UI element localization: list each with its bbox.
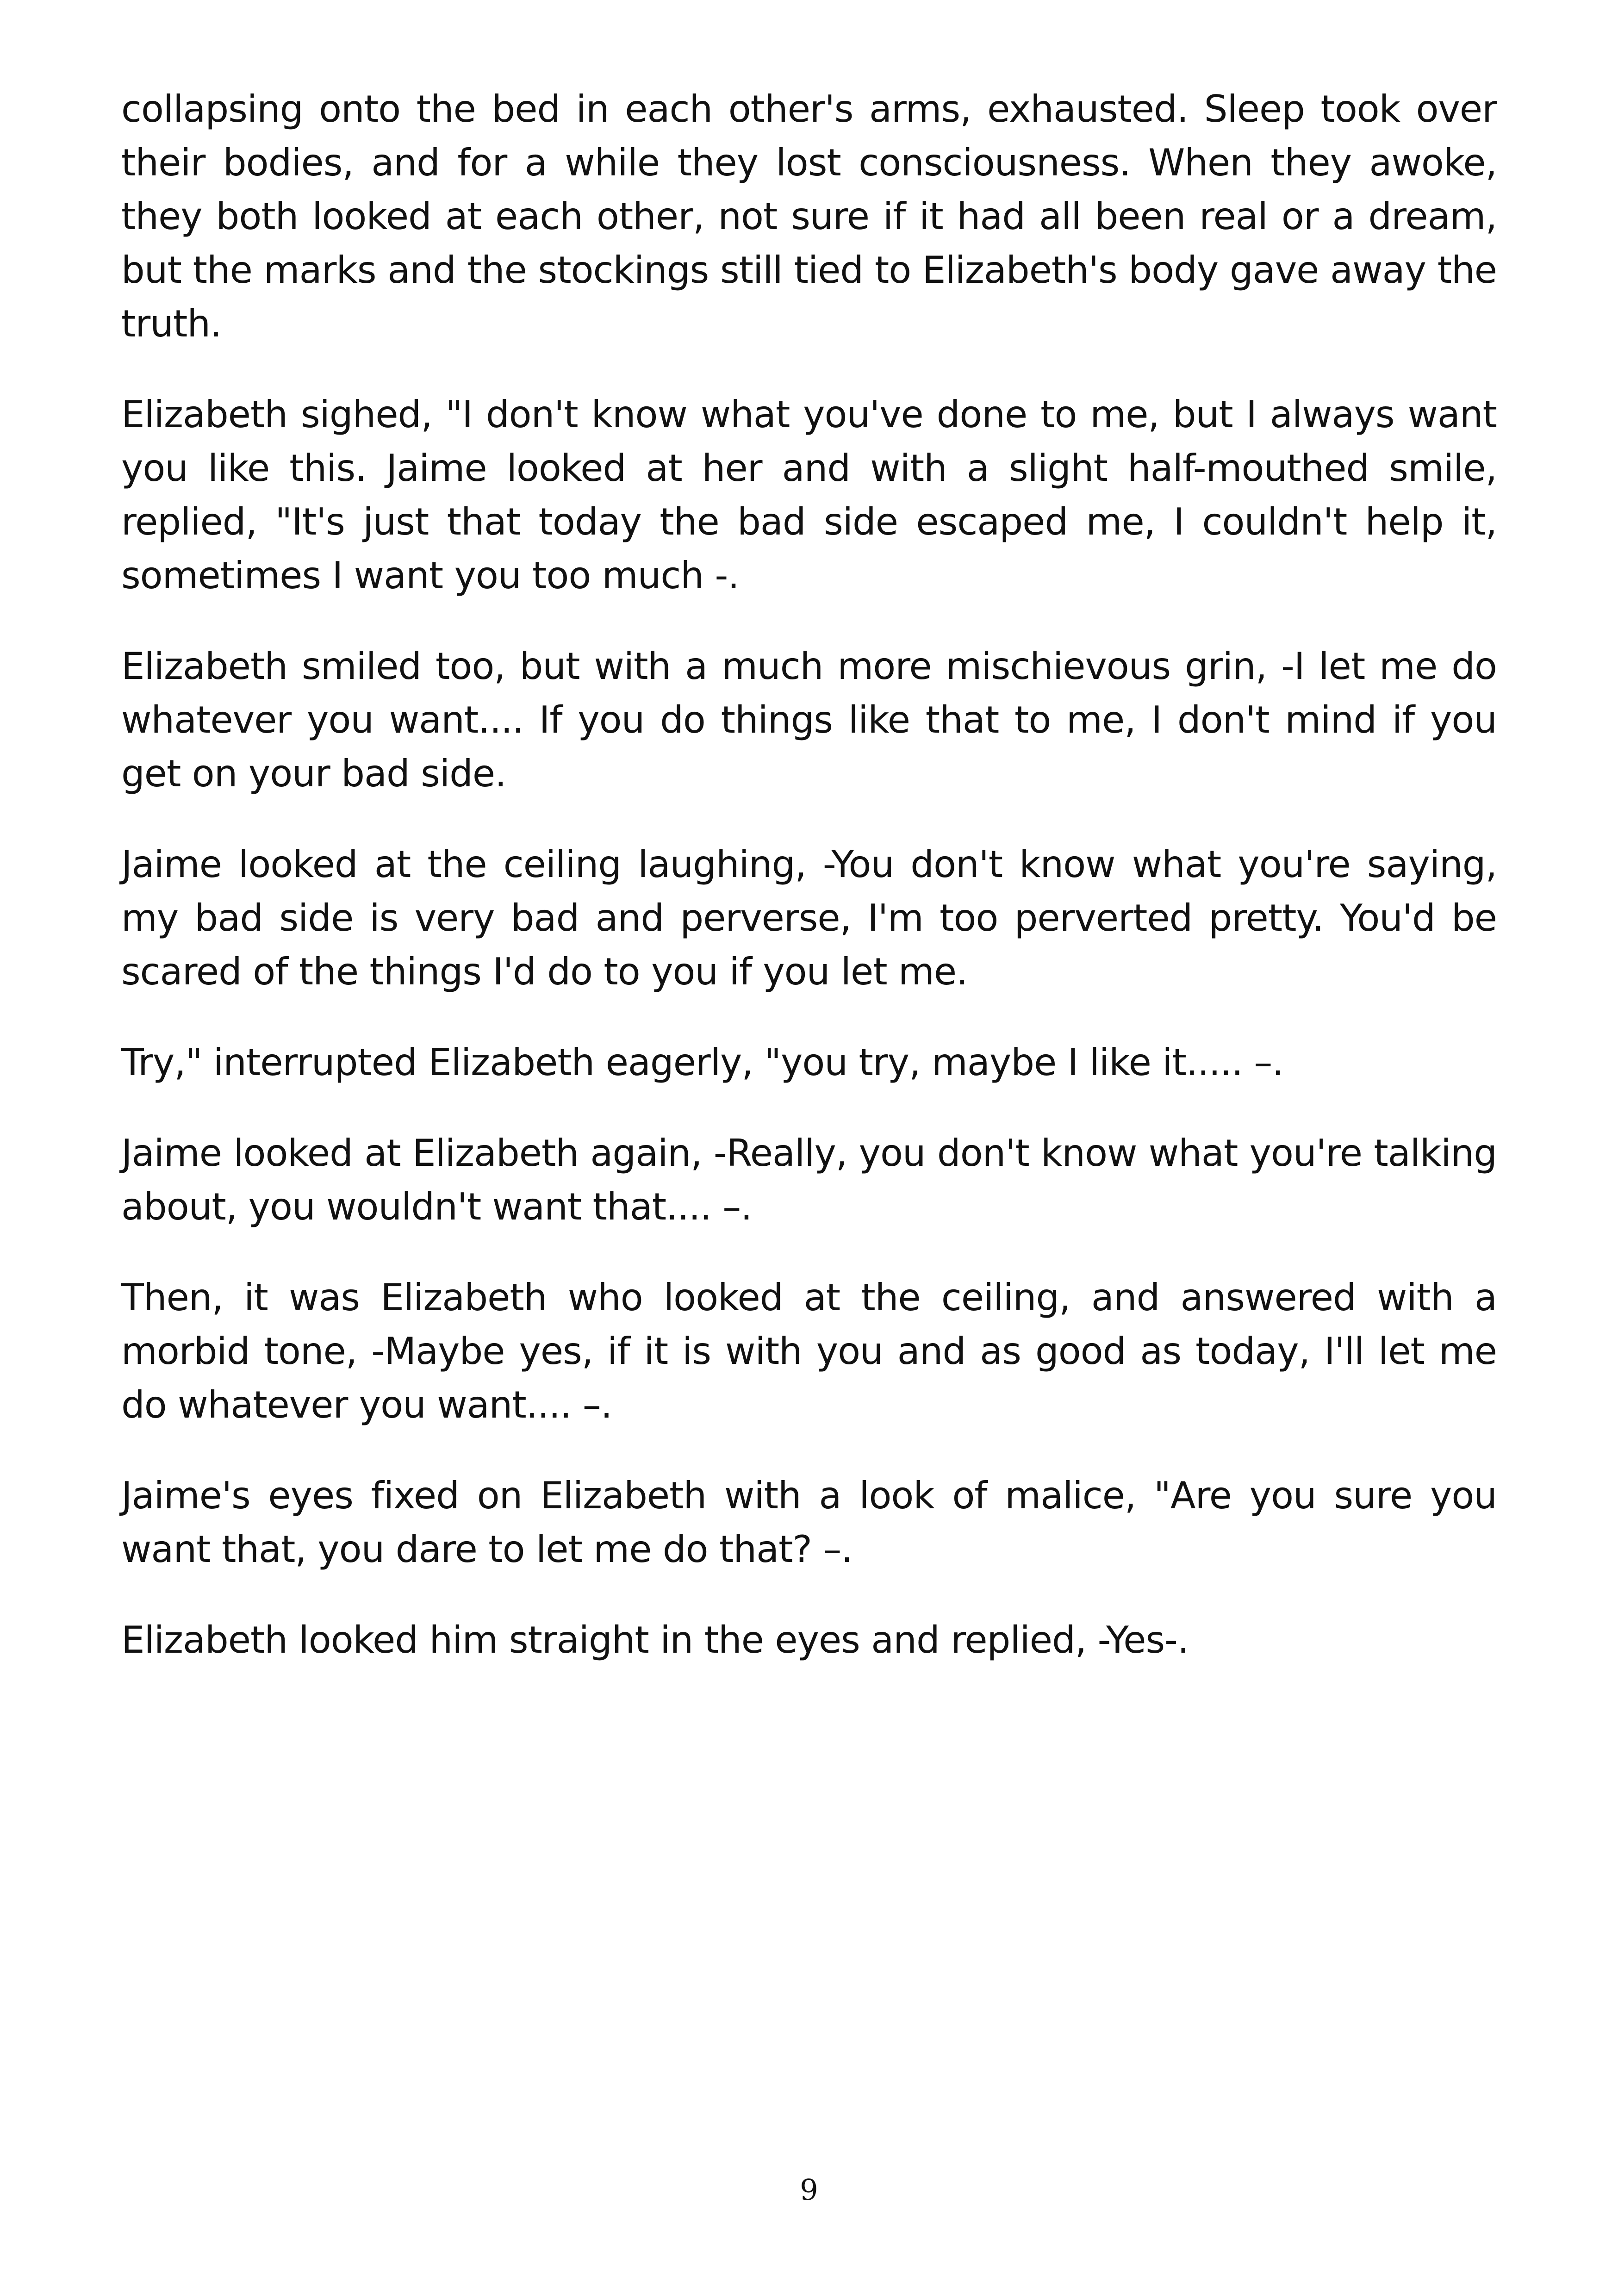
text-body xyxy=(121,82,1497,1704)
paragraph-7: Then, it was Elizabeth who looked at the ceiling, and answered with a morbid tone, -Maybe yes, if it is with you and as good as today, I'll let me do whatever you want.... –. xyxy=(121,1276,1497,1426)
paragraph-2: Elizabeth sighed, "I don't know what you've done to me, but I always want you like this. Jaime looked at her and with a slight half-mouthed smile, replied, "It's just that today the bad side escaped me, I couldn't help it, sometimes I want you too much -. xyxy=(121,393,1497,597)
paragraph-9: Elizabeth looked him straight in the eyes and replied, -Yes-. xyxy=(121,1618,1189,1661)
paragraph-6: Jaime looked at Elizabeth again, -Really, you don't know what you're talking about, you wouldn't want that.... –. xyxy=(121,1132,1497,1228)
paragraph-5: Try," interrupted Elizabeth eagerly, "you try, maybe I like it..... –. xyxy=(121,1041,1283,1084)
paragraph-8: Jaime's eyes fixed on Elizabeth with a look of malice, "Are you sure you want that, you dare to let me do that? –. xyxy=(121,1474,1497,1571)
page-number: 9 xyxy=(800,2173,818,2207)
paragraph-4: Jaime looked at the ceiling laughing, -You don't know what you're saying, my bad side is very bad and perverse, I'm too perverted pretty. You'd be scared of the things I'd do to you if you let me. xyxy=(121,843,1497,993)
paragraph-3: Elizabeth smiled too, but with a much more mischievous grin, -I let me do whatever you want.... If you do things like that to me, I don't mind if you get on your bad side. xyxy=(121,645,1497,795)
paragraph-1: collapsing onto the bed in each other's arms, exhausted. Sleep took over their bodies, and for a while they lost consciousness. When they awoke, they both looked at each other, not sure if it had all been real or a dream, but the marks and the stockings still tied to Elizabeth's body gave away the truth. xyxy=(121,87,1497,345)
